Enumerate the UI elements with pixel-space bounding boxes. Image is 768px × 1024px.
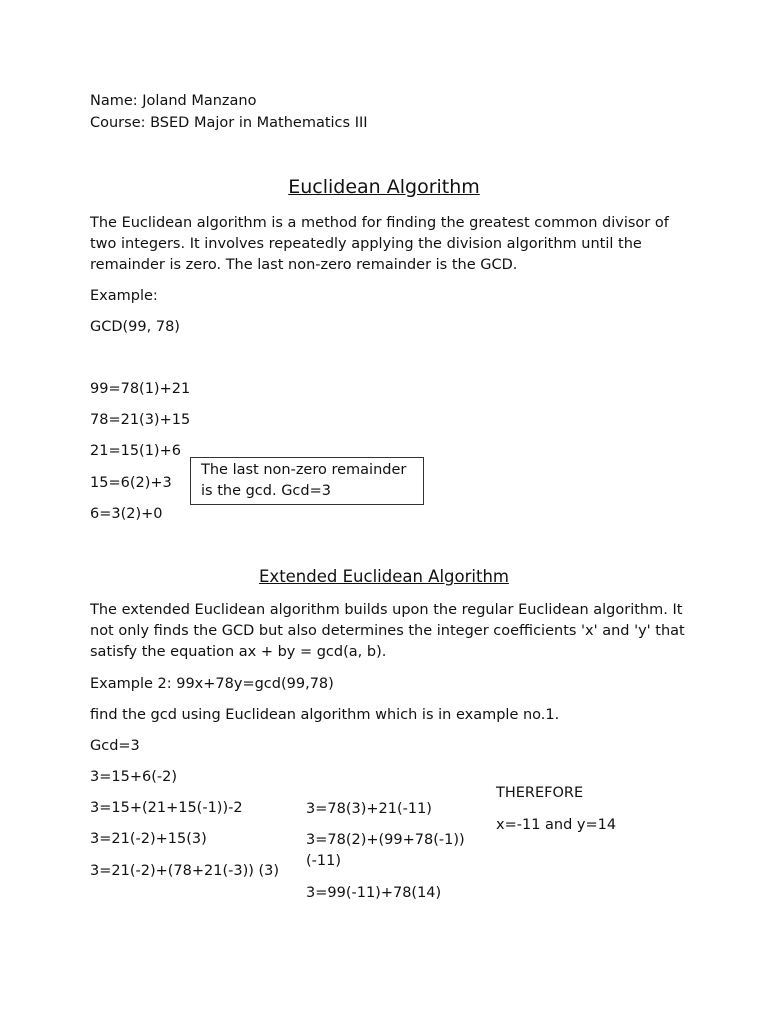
instruction-text: find the gcd using Euclidean algorithm which is in example no.1.	[90, 707, 560, 723]
back-sub-step-2: 3=15+(21+15(-1))-2	[90, 800, 243, 816]
example-expression: GCD(99, 78)	[90, 319, 180, 335]
student-name: Name: Joland Manzano	[90, 93, 257, 109]
gcd-value: Gcd=3	[90, 738, 140, 754]
back-sub-step-6-cont: (-11)	[306, 853, 341, 869]
back-sub-step-4: 3=21(-2)+(78+21(-3)) (3)	[90, 863, 280, 879]
extended-description: The extended Euclidean algorithm builds upon the regular Euclidean algorithm. It not only finds the GCD but also determines the integer coefficients 'x' and 'y' that satisfy the equation ax + by = gcd(a, b).	[90, 602, 685, 660]
step-4: 15=6(2)+3	[90, 475, 172, 491]
back-sub-step-7: 3=99(-11)+78(14)	[306, 885, 442, 901]
conclusion-result: x=-11 and y=14	[496, 817, 617, 833]
gcd-note-box: The last non-zero remainder is the gcd. Gcd=3	[190, 457, 424, 505]
back-sub-step-5: 3=78(3)+21(-11)	[306, 801, 432, 817]
step-5: 6=3(2)+0	[90, 506, 163, 522]
section-title-extended: Extended Euclidean Algorithm	[259, 567, 509, 586]
section-title-euclidean: Euclidean Algorithm	[288, 176, 480, 198]
step-1: 99=78(1)+21	[90, 381, 191, 397]
example-2-label: Example 2: 99x+78y=gcd(99,78)	[90, 676, 334, 692]
back-sub-step-1: 3=15+6(-2)	[90, 769, 177, 785]
back-sub-step-6: 3=78(2)+(99+78(-1))	[306, 832, 465, 848]
step-3: 21=15(1)+6	[90, 443, 181, 459]
euclidean-description: The Euclidean algorithm is a method for finding the greatest common divisor of two integers. It involves repeatedly applying the division algorithm until the remainder is zero. The last non-zero remainder is the GCD.	[90, 215, 669, 273]
step-2: 78=21(3)+15	[90, 412, 191, 428]
course-info: Course: BSED Major in Mathematics III	[90, 115, 368, 131]
back-sub-step-3: 3=21(-2)+15(3)	[90, 831, 207, 847]
therefore-label: THEREFORE	[496, 785, 584, 801]
example-label: Example:	[90, 288, 158, 304]
